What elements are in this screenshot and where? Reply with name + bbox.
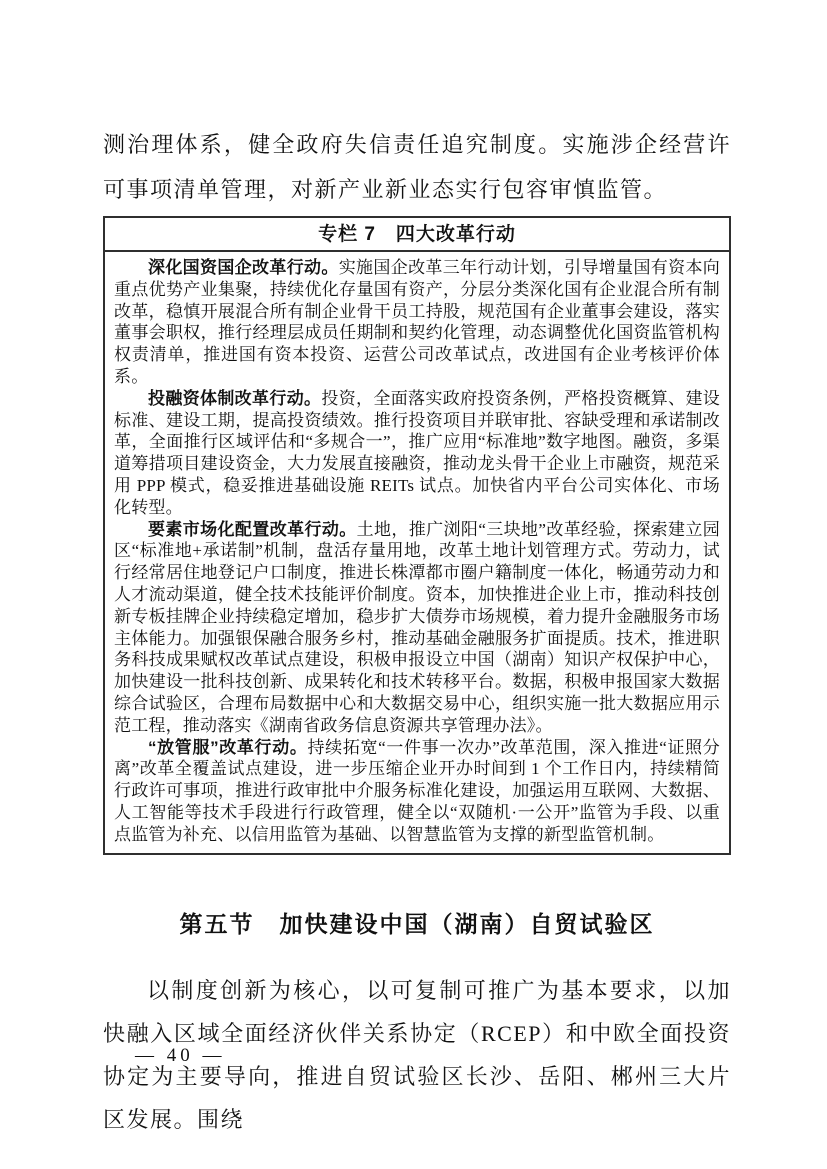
panel-paragraph: [114, 388, 720, 519]
panel-paragraph-lead: “放管服”改革行动。: [148, 737, 308, 757]
panel-paragraph-text: 投资，全面落实政府投资条例，严格投资概算、建设标准、建设工期，提高投资绩效。推行投资项目并联审批、容缺受理和承诺制改革，全面推行区域评估和“多规合一”，推广应用“标准地”数字地图。融资，多渠道筹措项目建设资金，大力发展直接融资，推动龙头骨干企业上市融资，规范采用 PPP 模式，稳妥推进基础设施 REITs 试点。加快省内平台公司实体化、市场化转型。: [114, 388, 720, 517]
panel-body: [105, 252, 729, 853]
panel-title: 专栏 7 四大改革行动: [105, 218, 729, 252]
page-number: — 40 —: [135, 1045, 226, 1066]
page-content: [103, 0, 731, 1141]
panel-paragraph-lead: 深化国资国企改革行动。: [148, 258, 339, 277]
closing-paragraph: 以制度创新为核心，以可复制可推广为基本要求，以加快融入区域全面经济伙伴关系协定（RCEP）和中欧全面投资协定为主要导向，推进自贸试验区长沙、岳阳、郴州三大片区发展。围绕: [103, 977, 731, 1132]
panel-paragraph: [114, 519, 720, 737]
column-panel: [103, 216, 731, 855]
panel-paragraph-lead: 要素市场化配置改革行动。: [148, 519, 357, 539]
panel-paragraph-text: 土地，推广浏阳“三块地”改革经验，探索建立园区“标准地+承诺制”机制，盘活存量用地，改革土地计划管理方式。劳动力，试行经常居住地登记户口制度，推进长株潭都市圈户籍制度一体化，畅通劳动力和人才流动渠道，健全技术技能评价制度。资本，加快推进企业上市，推动科技创新专板挂牌企业持续稳定增加，稳步扩大债券市场规模，着力提升金融服务市场主体能力。加强银保融合服务乡村，推动基础金融服务扩面提质。技术，推进职务科技成果赋权改革试点建设，积极申报设立中国（湖南）知识产权保护中心，加快建设一批科技创新、成果转化和技术转移平台。数据，积极申报国家大数据综合试验区，合理布局数据中心和大数据交易中心，组织实施一批大数据应用示范工程，推动落实《湖南省政务信息资源共享管理办法》。: [114, 519, 720, 735]
panel-paragraph-text: 实施国企改革三年行动计划，引导增量国有资本向重点优势产业集聚，持续优化存量国有资产，分层分类深化国有企业混合所有制改革，稳慎开展混合所有制企业骨干员工持股，规范国有企业董事会建设，落实董事会职权，推行经理层成员任期制和契约化管理，动态调整优化国资监管机构权责清单，推进国有资本投资、运营公司改革试点，改进国有企业考核评价体系。: [114, 258, 720, 386]
panel-paragraph: [114, 257, 720, 388]
panel-paragraph: [114, 737, 720, 846]
panel-paragraph-text: 持续拓宽“一件事一次办”改革范围，深入推进“证照分离”改革全覆盖试点建设，进一步压缩企业开办时间到 1 个工作日内，持续精简行政许可事项，推进行政审批中介服务标准化建设，加强运用互联网、大数据、人工智能等技术手段进行行政管理，健全以“双随机·一公开”监管为手段、以重点监管为补充、以信用监管为基础、以智慧监管为支撑的新型监管机制。: [114, 737, 721, 844]
section-heading: 第五节 加快建设中国（湖南）自贸试验区: [179, 911, 655, 937]
panel-paragraph-lead: 投融资体制改革行动。: [148, 388, 322, 408]
opening-paragraph: 测治理体系，健全政府失信责任追究制度。实施涉企经营许可事项清单管理，对新产业新业态实行包容审慎监管。: [103, 132, 731, 202]
